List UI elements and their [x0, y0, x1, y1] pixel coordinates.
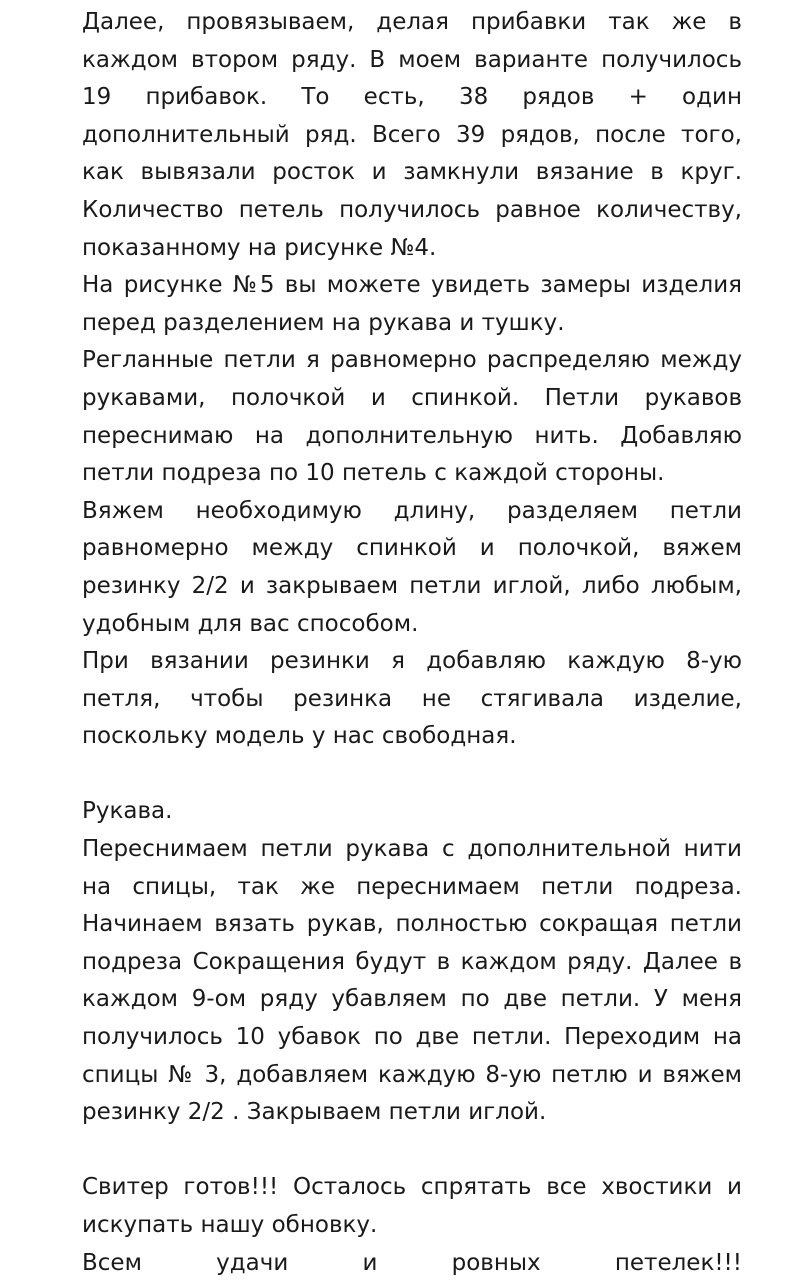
closing-line: Всем удачи и ровных петелек!!!: [82, 1249, 742, 1276]
paragraph-raglan-loops: Регланные петли я равномерно распределяю между рукавами, полочкой и спинкой. Петли рукавов переснимаю на дополнительную нить. Добавляю петли подреза по 10 петель с каждой стороны.: [82, 347, 742, 487]
sleeves-heading: Рукава.: [82, 798, 173, 825]
document-page: [82, 4, 742, 1282]
paragraph-figure-5: На рисунке №5 вы можете увидеть замеры изделия перед разделением на рукава и тушку.: [82, 272, 742, 336]
paragraph-ribbing: При вязании резинки я добавляю каждую 8-ую петля, чтобы резинка не стягивала изделие, поскольку модель у нас свободная.: [82, 648, 742, 750]
paragraph-sweater-ready: Свитер готов!!! Осталось спрятать все хвостики и искупать нашу обновку.: [82, 1174, 742, 1238]
paragraph-sleeves: Переснимаем петли рукава с дополнительной нити на спицы, так же переснимаем петли подреза. Начинаем вязать рукав, полностью сокращая петли подреза Сокращения будут в каждом ряду. Далее в каждом 9-ом ряду убавляем по две петли. У меня получилось 10 убавок по две петли. Переходим на спицы № 3, добавляем каждую 8-ую петлю и вяжем резинку 2/2 . Закрываем петли иглой.: [82, 836, 742, 1126]
paragraph-body-length: Вяжем необходимую длину, разделяем петли равномерно между спинкой и полочкой, вяжем резинку 2/2 и закрываем петли иглой, либо любым, удобным для вас способом.: [82, 497, 742, 637]
paragraph-increases: Далее, провязываем, делая прибавки так же в каждом втором ряду. В моем варианте получилось 19 прибавок. То есть, 38 рядов + один дополнительный ряд. Всего 39 рядов, после того, как вывязали росток и замкнули вязание в круг. Количество петель получилось равное количеству, показанному на рисунке №4.: [82, 9, 742, 261]
